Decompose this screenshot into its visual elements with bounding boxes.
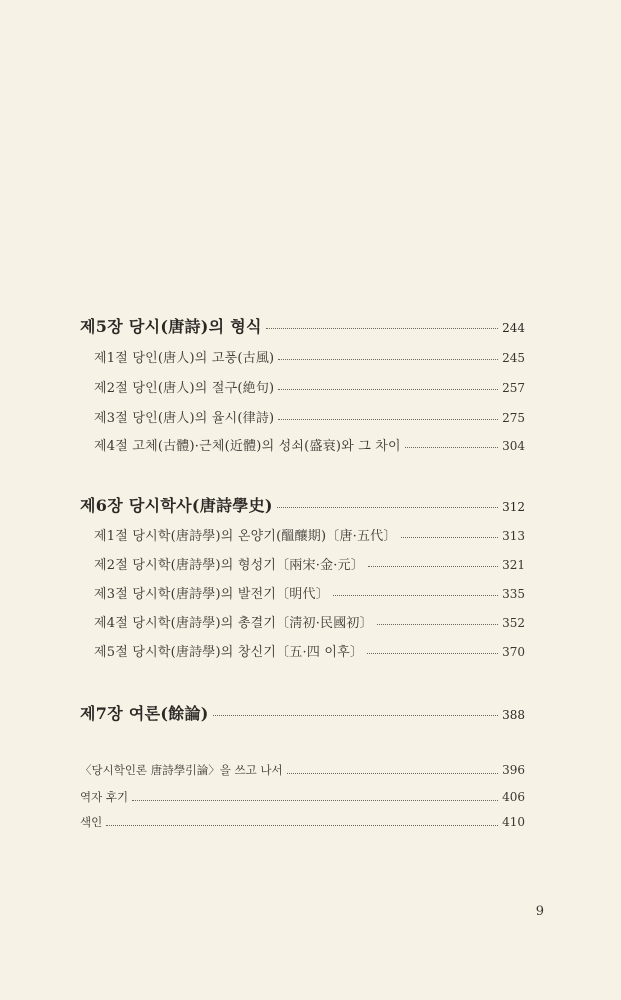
section-title: 제3절 당시학(唐詩學)의 발전기〔明代〕 [94, 587, 329, 602]
dot-leader [132, 800, 498, 801]
appendix-page-number: 396 [502, 763, 525, 777]
dot-leader [278, 419, 498, 420]
dot-leader [277, 507, 498, 508]
toc-appendix-item[interactable] [0, 789, 621, 805]
section-title: 제4절 당시학(唐詩學)의 총결기〔淸初·民國初〕 [94, 616, 373, 631]
dot-leader [401, 537, 499, 538]
section-page-number: 275 [502, 411, 525, 425]
page-number-folio: 9 [535, 904, 544, 919]
appendix-title: 〈당시학인론 唐詩學引論〉을 쓰고 나서 [80, 763, 283, 777]
section-page-number: 304 [502, 439, 525, 453]
dot-leader [213, 715, 498, 716]
toc-section[interactable] [0, 641, 621, 660]
section-page-number: 257 [502, 381, 525, 395]
appendix-title: 색인 [80, 815, 103, 829]
section-page-number: 352 [502, 616, 525, 630]
dot-leader [278, 389, 498, 390]
section-title: 제2절 당시학(唐詩學)의 형성기〔兩宋·金·元〕 [94, 558, 364, 573]
toc-section[interactable] [0, 347, 621, 366]
section-title: 제4절 고체(古體)·근체(近體)의 성쇠(盛衰)와 그 차이 [94, 439, 401, 454]
toc-appendix-item[interactable] [0, 814, 621, 830]
dot-leader [106, 825, 498, 826]
section-title: 제5절 당시학(唐詩學)의 창신기〔五·四 이후〕 [94, 645, 364, 660]
dot-leader [367, 653, 498, 654]
chapter-page-number: 312 [502, 500, 525, 514]
toc-section[interactable] [0, 407, 621, 426]
toc-chapter-6[interactable] [0, 493, 621, 516]
dot-leader [266, 328, 498, 329]
section-title: 제1절 당시학(唐詩學)의 온양기(醞釀期)〔唐·五代〕 [94, 529, 397, 544]
toc-appendix-item[interactable] [0, 762, 621, 778]
section-title: 제3절 당인(唐人)의 율시(律詩) [94, 411, 275, 426]
section-title: 제2절 당인(唐人)의 절구(絶句) [94, 381, 275, 396]
toc-section[interactable] [0, 612, 621, 631]
section-title: 제1절 당인(唐人)의 고풍(古風) [94, 351, 275, 366]
appendix-title: 역자 후기 [80, 790, 129, 804]
section-page-number: 335 [502, 587, 525, 601]
chapter-title: 제7장 여론(餘論) [80, 704, 209, 723]
toc-section[interactable] [0, 377, 621, 396]
chapter-title: 제6장 당시학사(唐詩學史) [80, 496, 273, 515]
chapter-page-number: 244 [502, 321, 525, 335]
section-page-number: 313 [502, 529, 525, 543]
dot-leader [377, 624, 498, 625]
appendix-page-number: 410 [502, 815, 525, 829]
dot-leader [278, 359, 498, 360]
toc-section[interactable] [0, 525, 621, 544]
toc-section[interactable] [0, 435, 621, 454]
chapter-page-number: 388 [502, 708, 525, 722]
dot-leader [333, 595, 498, 596]
dot-leader [368, 566, 498, 567]
section-page-number: 321 [502, 558, 525, 572]
toc-section[interactable] [0, 554, 621, 573]
dot-leader [287, 773, 499, 774]
section-page-number: 245 [502, 351, 525, 365]
toc-section[interactable] [0, 583, 621, 602]
toc-chapter-5[interactable] [0, 314, 621, 337]
section-page-number: 370 [502, 645, 525, 659]
dot-leader [405, 447, 498, 448]
chapter-title: 제5장 당시(唐詩)의 형식 [80, 317, 262, 336]
appendix-page-number: 406 [502, 790, 525, 804]
toc-chapter-7[interactable] [0, 701, 621, 724]
